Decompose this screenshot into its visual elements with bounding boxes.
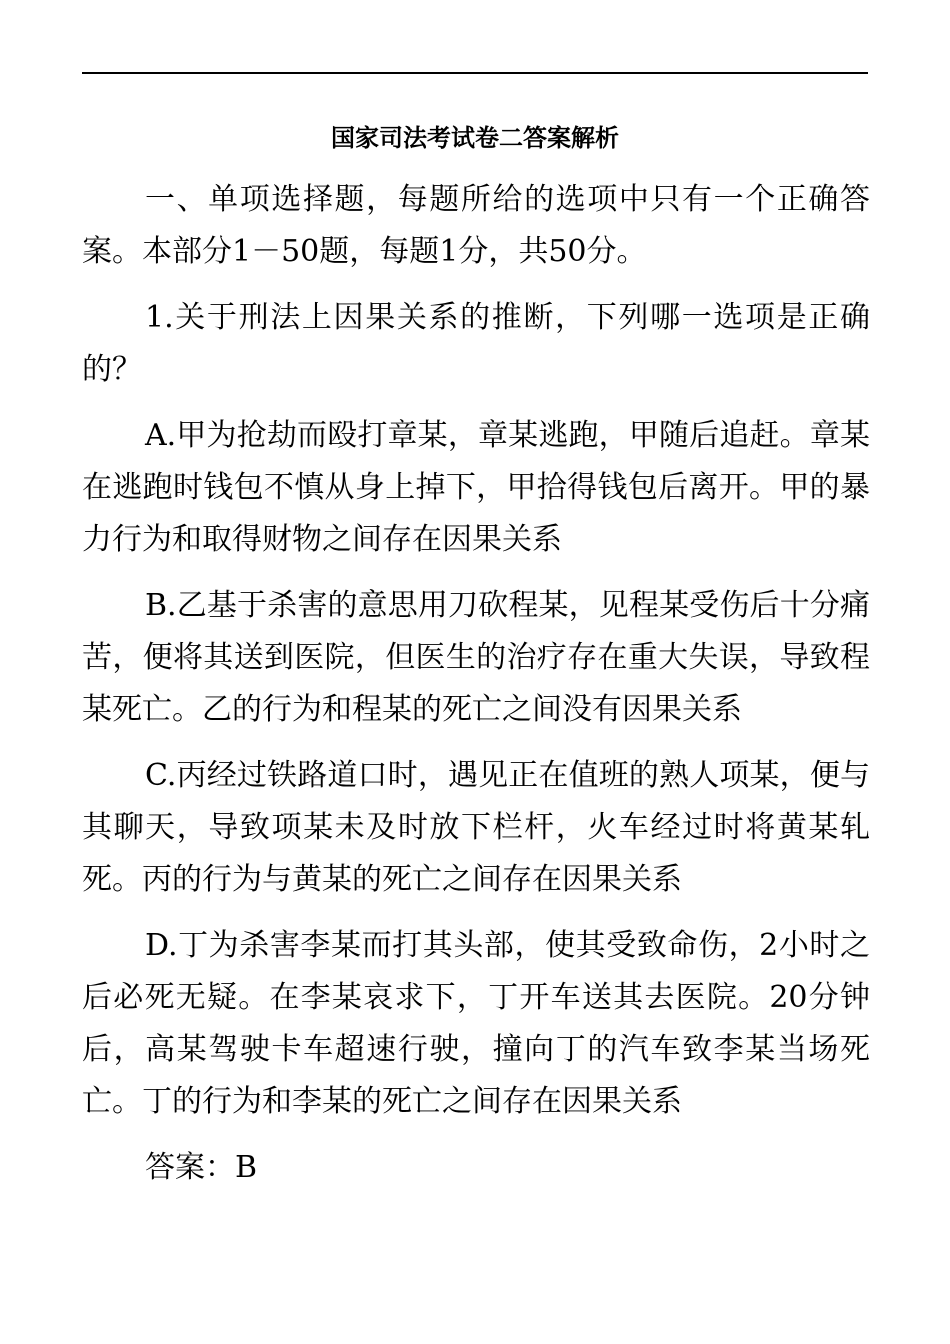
option-d: D.丁为杀害李某而打其头部，使其受致命伤，2小时之后必死无疑。在李某哀求下，丁开车送其去医院。20分钟后，高某驾驶卡车超速行驶，撞向丁的汽车致李某当场死亡。丁的行为和李某的死亡之间存在因果关系 (82, 928, 870, 1119)
section-heading: 一、单项选择题，每题所给的选项中只有一个正确答案。本部分1－50题，每题1分，共50分。 (82, 182, 870, 269)
document-body (82, 174, 870, 1208)
document-title: 国家司法考试卷二答案解析 (331, 123, 619, 152)
header-rule (82, 72, 868, 74)
option-a: A.甲为抢劫而殴打章某，章某逃跑，甲随后追赶。章某在逃跑时钱包不慎从身上掉下，甲拾得钱包后离开。甲的暴力行为和取得财物之间存在因果关系 (82, 418, 870, 557)
option-b: B.乙基于杀害的意思用刀砍程某，见程某受伤后十分痛苦，便将其送到医院，但医生的治疗存在重大失误，导致程某死亡。乙的行为和程某的死亡之间没有因果关系 (82, 588, 870, 727)
option-c: C.丙经过铁路道口时，遇见正在值班的熟人项某，便与其聊天，导致项某未及时放下栏杆，火车经过时将黄某轧死。丙的行为与黄某的死亡之间存在因果关系 (82, 758, 870, 897)
answer: 答案：B (145, 1150, 258, 1185)
question-stem: 1.关于刑法上因果关系的推断，下列哪一选项是正确的？ (82, 300, 870, 387)
